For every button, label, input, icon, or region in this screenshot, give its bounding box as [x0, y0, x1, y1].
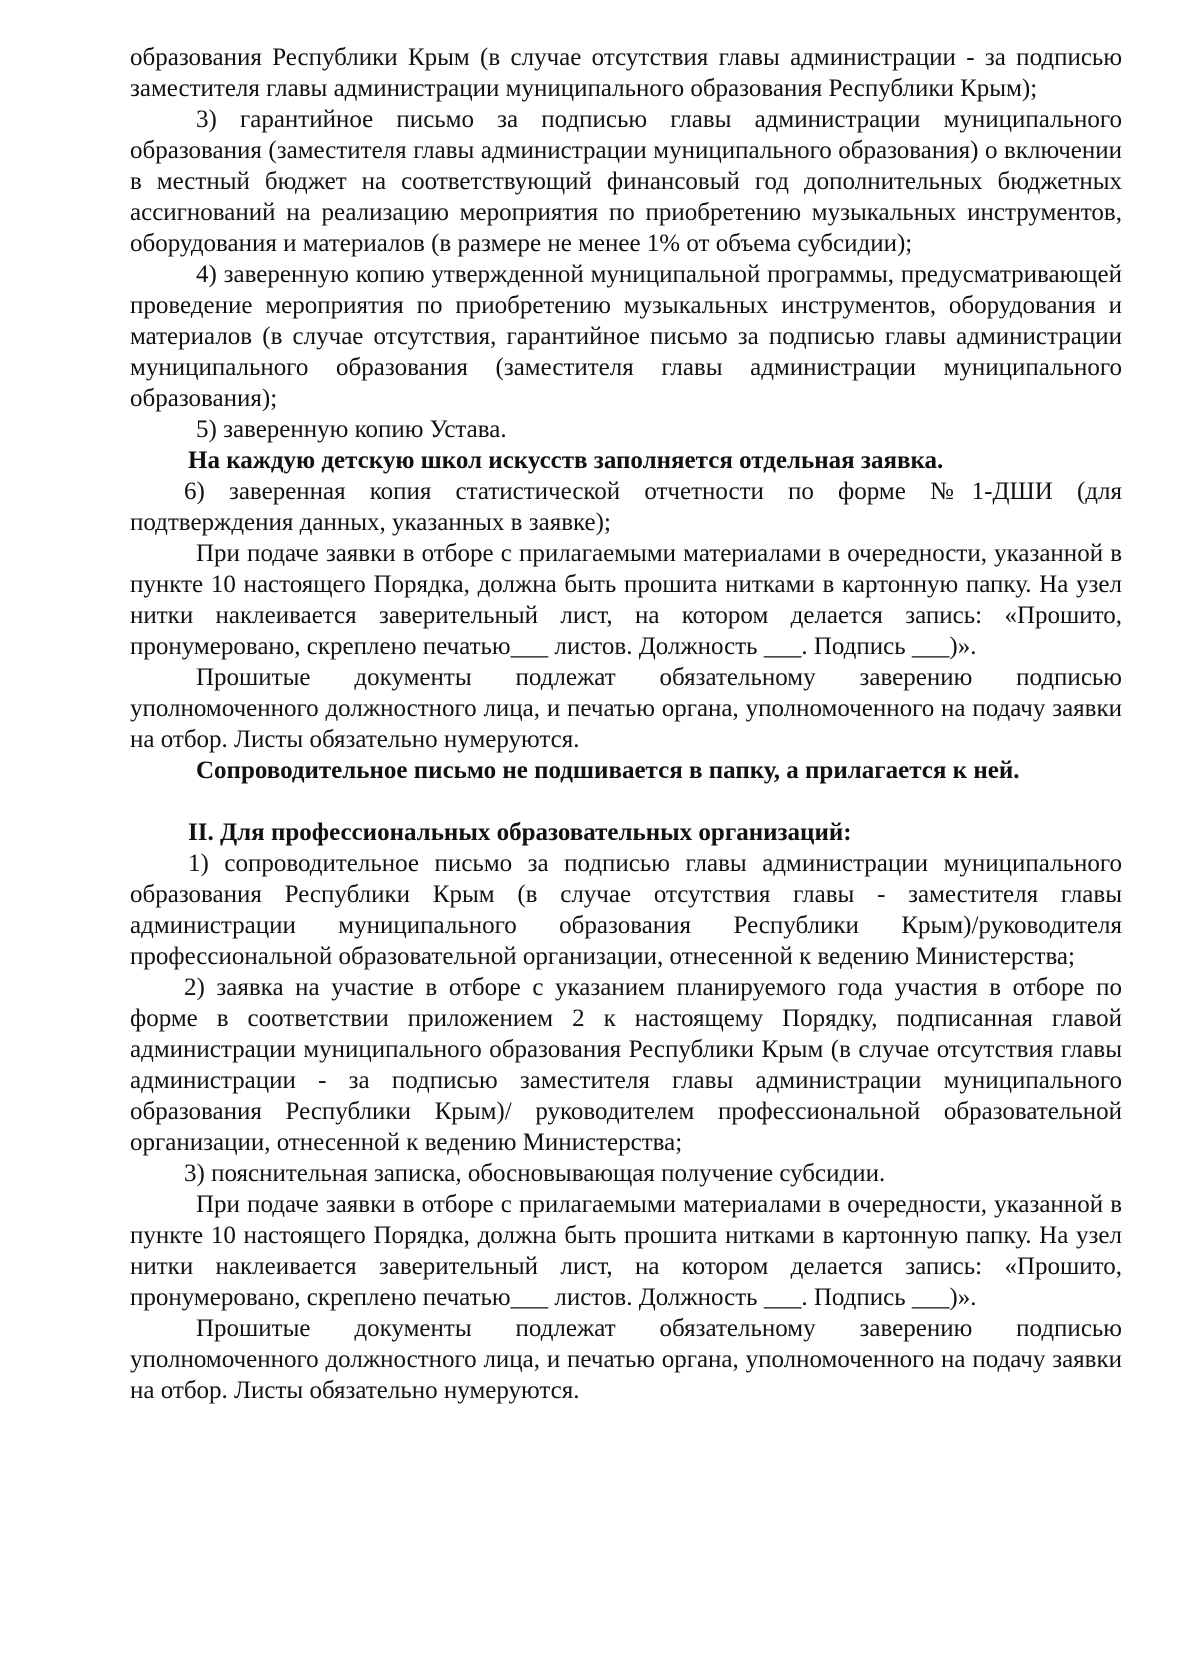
paragraph-item-5: 5) заверенную копию Устава.	[196, 416, 507, 443]
paragraph-section2-item-1: 1) сопроводительное письмо за подписью главы администрации муниципального образования Республики Крым (в случае отсутствия главы - заместителя главы администрации муниципального образования Республики Крым)/руководителя профессиональной образовательной организации, отнесенной к ведению Министерства;	[130, 850, 1122, 970]
paragraph-item-3: 3) гарантийное письмо за подписью главы администрации муниципального образования (заместителя главы администрации муниципального образования) о включении в местный бюджет на соответствующий финансовый год дополнительных бюджетных ассигнований на реализацию мероприятия по приобретению музыкальных инструментов, оборудования и материалов (в размере не менее 1% от объема субсидии);	[130, 106, 1122, 257]
paragraph-item-4: 4) заверенную копию утвержденной муниципальной программы, предусматривающей проведение мероприятия по приобретению музыкальных инструментов, оборудования и материалов (в случае отсутствия, гарантийное письмо за подписью главы администрации муниципального образования (заместителя главы администрации муниципального образования);	[130, 261, 1122, 412]
paragraph-continuation: образования Республики Крым (в случае отсутствия главы администрации - за подписью заместителя главы администрации муниципального образования Республики Крым);	[130, 44, 1122, 102]
bold-note-separate-application: На каждую детскую школ искусств заполняется отдельная заявка.	[188, 447, 944, 474]
paragraph-certification-2: Прошитые документы подлежат обязательному заверению подписью уполномоченного должностного лица, и печатью органа, уполномоченного на подачу заявки на отбор. Листы обязательно нумеруются.	[130, 1315, 1122, 1404]
paragraph-item-6: 6) заверенная копия статистической отчетности по форме №1-ДШИ (для подтверждения данных, указанных в заявке);	[130, 478, 1122, 536]
section-heading-professional: II. Для профессиональных образовательных организаций:	[188, 819, 852, 846]
bold-note-cover-letter: Сопроводительное письмо не подшивается в папку, а прилагается к ней.	[196, 757, 1020, 784]
paragraph-certification: Прошитые документы подлежат обязательному заверению подписью уполномоченного должностного лица, и печатью органа, уполномоченного на подачу заявки на отбор. Листы обязательно нумеруются.	[130, 664, 1122, 753]
spacer	[130, 786, 1122, 817]
paragraph-binding-instructions: При подаче заявки в отборе с прилагаемыми материалами в очередности, указанной в пункте 10 настоящего Порядка, должна быть прошита нитками в картонную папку. На узел нитки наклеивается заверительный лист, на котором делается запись: «Прошито, пронумеровано, скреплено печатью___ листов. Должность ___. Подпись ___)».	[130, 540, 1122, 660]
paragraph-binding-instructions-2: При подаче заявки в отборе с прилагаемыми материалами в очередности, указанной в пункте 10 настоящего Порядка, должна быть прошита нитками в картонную папку. На узел нитки наклеивается заверительный лист, на котором делается запись: «Прошито, пронумеровано, скреплено печатью___ листов. Должность ___. Подпись ___)».	[130, 1191, 1122, 1311]
paragraph-section2-item-3: 3) пояснительная записка, обосновывающая получение субсидии.	[184, 1160, 886, 1187]
paragraph-section2-item-2: 2) заявка на участие в отборе с указанием планируемого года участия в отборе по форме в соответствии приложением 2 к настоящему Порядку, подписанная главой администрации муниципального образования Республики Крым (в случае отсутствия главы администрации - за подписью заместителя главы администрации муниципального образования Республики Крым)/ руководителем профессиональной образовательной организации, отнесенной к ведению Министерства;	[130, 974, 1122, 1156]
